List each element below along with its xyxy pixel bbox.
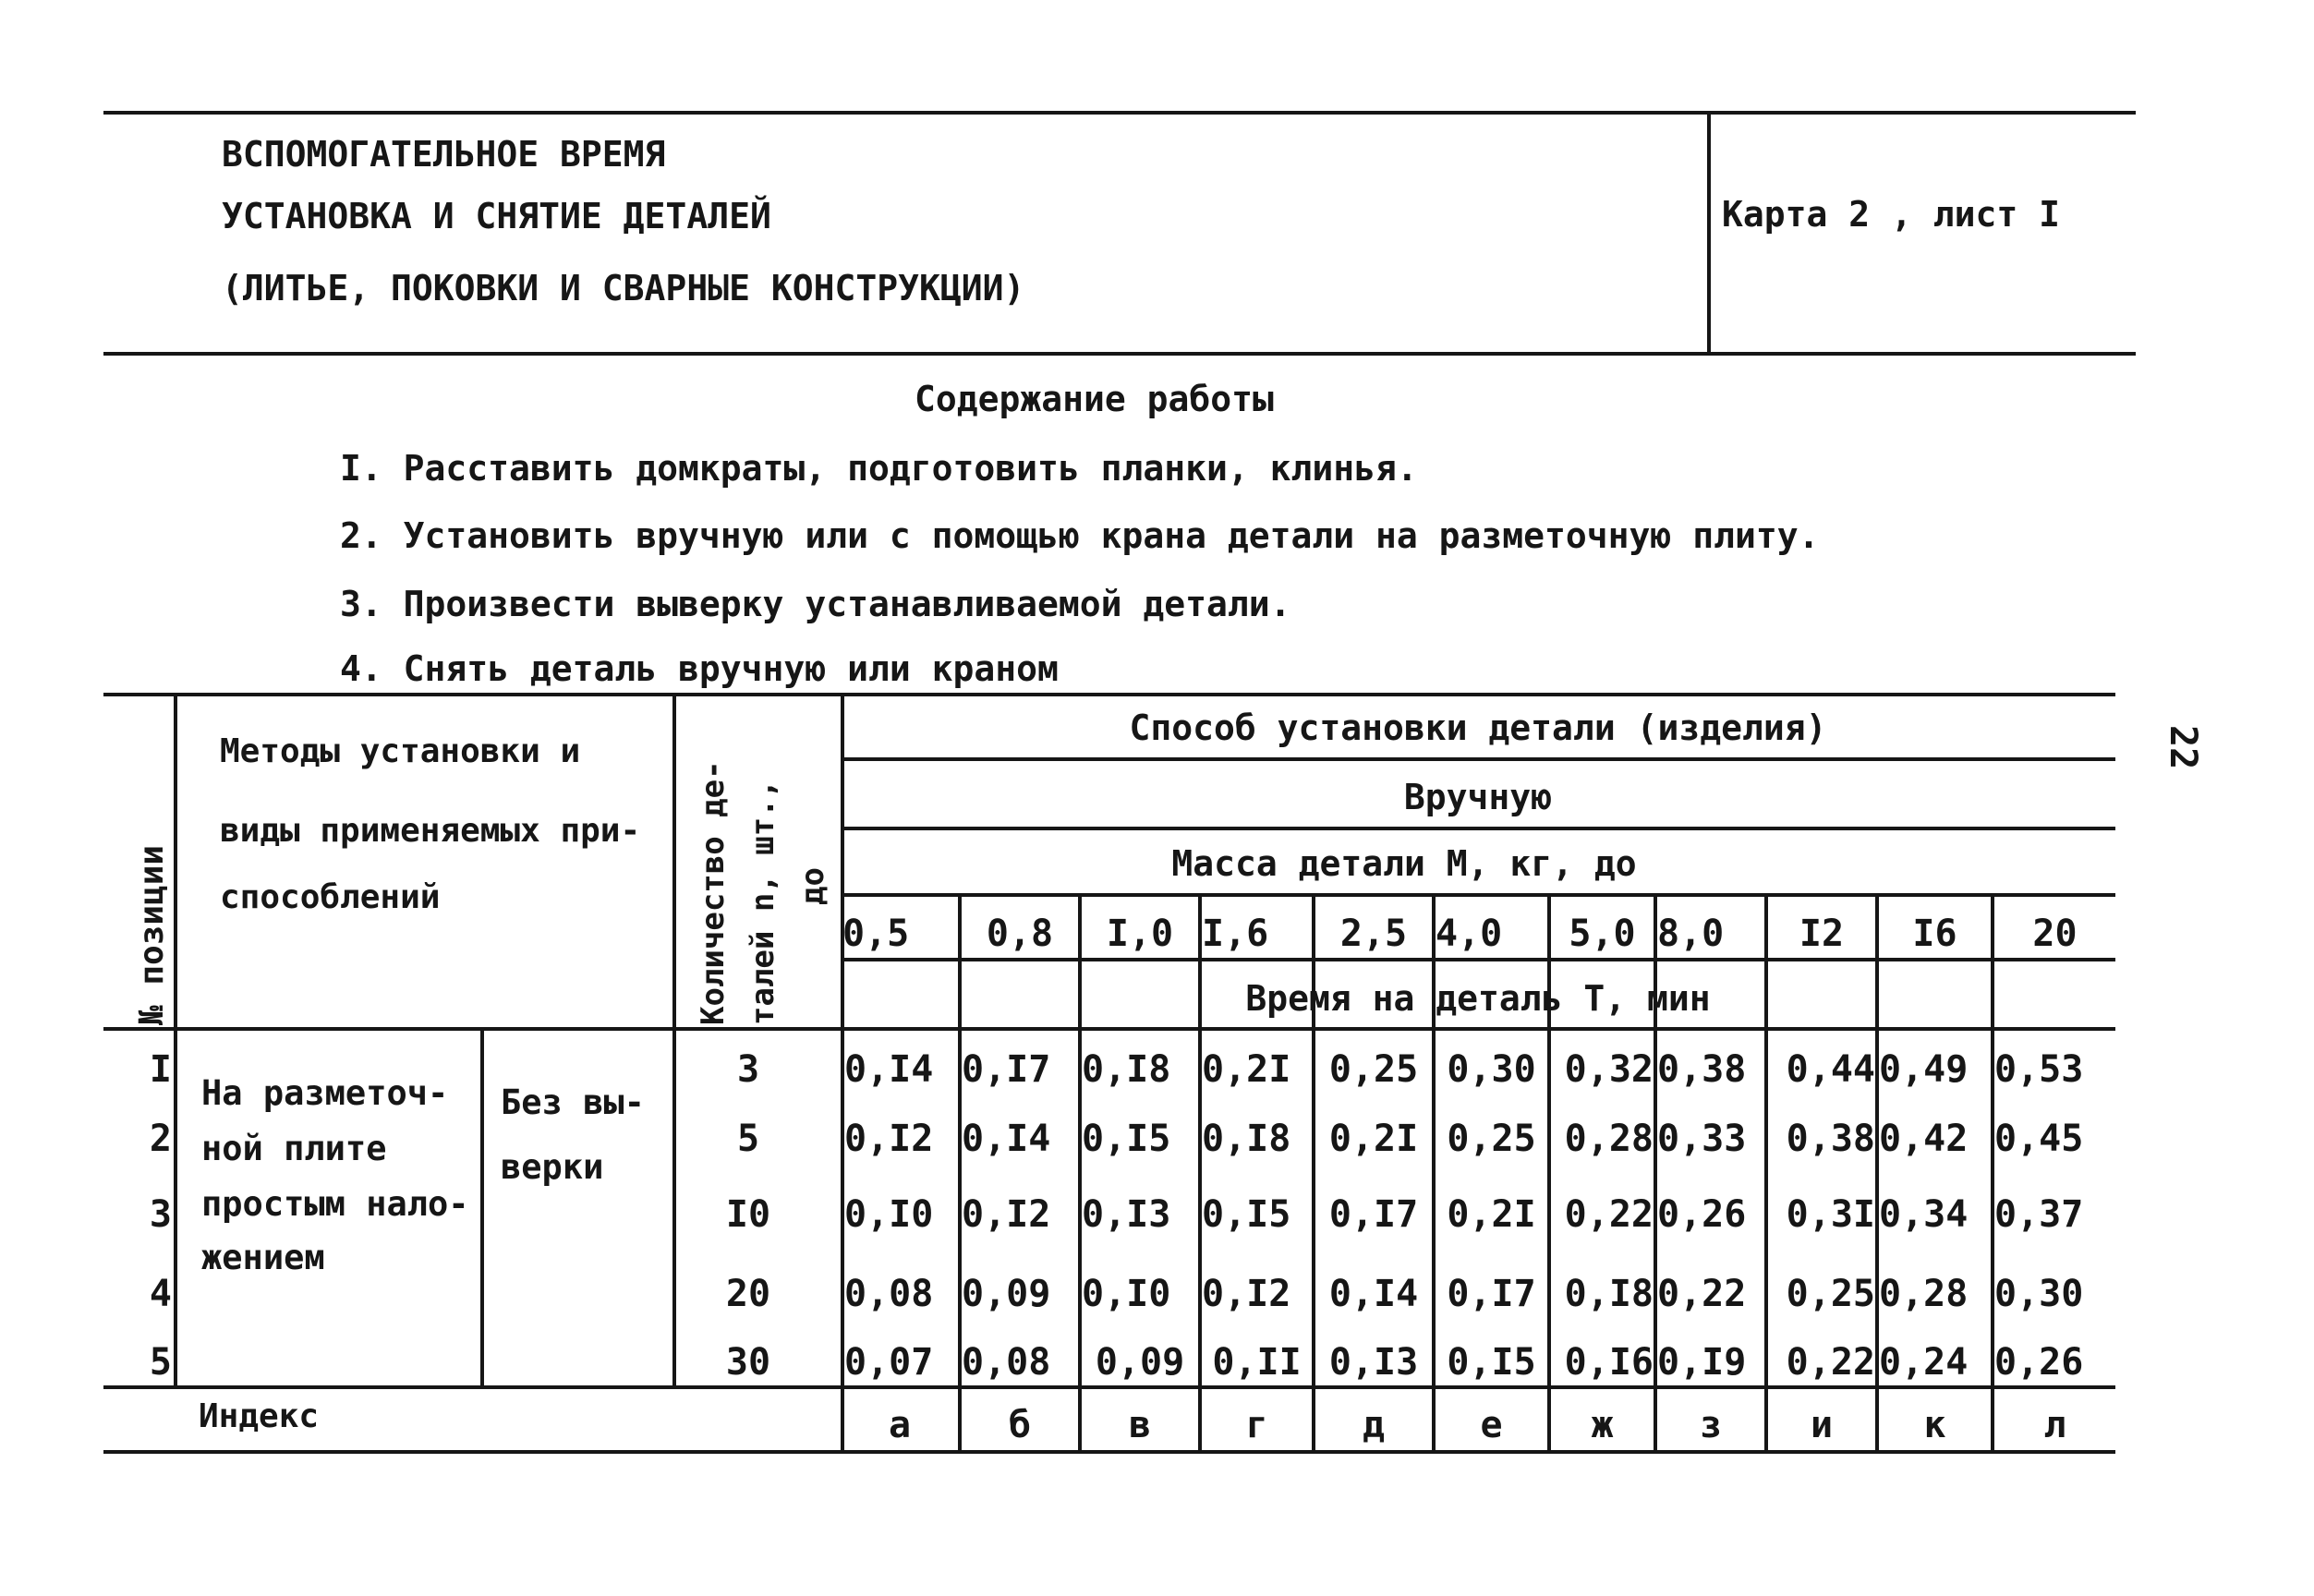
document-title-line2: УСТАНОВКА И СНЯТИЕ ДЕТАЛЕЙ	[222, 196, 771, 236]
time-value: 0,I6	[1564, 1341, 1654, 1384]
time-value: 0,49	[1879, 1048, 1969, 1091]
time-value: 0,I7	[1447, 1273, 1536, 1315]
time-value: 0,3I	[1786, 1193, 1875, 1236]
time-value: 0,26	[1657, 1193, 1747, 1236]
index-letter: и	[1810, 1404, 1834, 1446]
quantity-header-line3: до	[794, 867, 831, 905]
time-value: 0,37	[1994, 1193, 2084, 1236]
time-value: 0,38	[1657, 1048, 1747, 1091]
mass-value: I,0	[1106, 913, 1174, 955]
index-letter: з	[1699, 1404, 1723, 1446]
time-value: 0,I7	[1328, 1193, 1419, 1236]
methods-header-line3: способлений	[220, 878, 441, 916]
time-value: 0,25	[1328, 1048, 1419, 1091]
time-value: 0,2I	[1328, 1118, 1419, 1160]
method-header-rule	[841, 757, 2115, 761]
time-value: 0,I4	[1328, 1273, 1419, 1315]
time-value: 0,24	[1879, 1341, 1969, 1384]
mass-value: 0,5	[842, 913, 910, 955]
time-value: 0,I5	[1082, 1118, 1171, 1160]
index-letter: д	[1362, 1404, 1386, 1446]
time-value: 0,I2	[844, 1118, 934, 1160]
time-value: 0,28	[1564, 1118, 1654, 1160]
time-value: 0,42	[1879, 1118, 1969, 1160]
time-value: 0,22	[1564, 1193, 1654, 1236]
submethod-line2: верки	[501, 1147, 604, 1187]
time-value: 0,25	[1447, 1118, 1536, 1160]
row-position: 5	[149, 1341, 172, 1384]
mass-value: I,6	[1202, 913, 1269, 955]
header-divider	[1707, 111, 1711, 356]
index-letter: в	[1128, 1404, 1152, 1446]
mass-value: I6	[1912, 913, 1957, 955]
time-value: 0,I8	[1082, 1048, 1171, 1091]
header-body-rule	[103, 1027, 2115, 1031]
time-value: 0,30	[1447, 1048, 1536, 1091]
page-number: 22	[2162, 725, 2204, 770]
quantity-header-line2: талей n, шт.,	[745, 779, 781, 1025]
row-position: I	[149, 1048, 172, 1091]
time-value: 0,26	[1994, 1341, 2084, 1384]
document-title-line1: ВСПОМОГАТЕЛЬНОЕ ВРЕМЯ	[222, 134, 666, 175]
table-bottom-rule	[103, 1450, 2115, 1454]
mass-value: 4,0	[1436, 913, 1503, 955]
time-value: 0,30	[1994, 1273, 2084, 1315]
method-desc-line4: жением	[201, 1238, 325, 1277]
row-quantity: 3	[736, 1048, 760, 1091]
work-content-heading: Содержание работы	[915, 379, 1274, 419]
position-header: № позиции	[133, 844, 171, 1025]
time-value: 0,I3	[1328, 1341, 1419, 1384]
time-value: 0,32	[1564, 1048, 1654, 1091]
time-value: 0,08	[844, 1273, 934, 1315]
body-index-rule	[103, 1385, 2115, 1389]
work-step-1: I. Расставить домкраты, подготовить планки, клинья.	[340, 448, 1418, 489]
quantity-header-line1: Количество де-	[695, 760, 732, 1025]
time-value: 0,08	[962, 1341, 1051, 1384]
method-desc-line3: простым нало-	[201, 1184, 469, 1224]
time-value: 0,I9	[1657, 1341, 1747, 1384]
index-letter: г	[1245, 1404, 1268, 1446]
time-value: 0,I3	[1082, 1193, 1171, 1236]
index-letter: л	[2043, 1404, 2066, 1446]
index-letter: е	[1480, 1404, 1503, 1446]
header-bottom-rule	[103, 352, 2136, 356]
row-quantity: I0	[725, 1193, 771, 1236]
method-col-rule	[480, 1027, 484, 1387]
time-value: 0,45	[1994, 1118, 2084, 1160]
index-letter: а	[888, 1404, 912, 1446]
time-value: 0,I4	[844, 1048, 934, 1091]
manual-header-rule	[841, 827, 2115, 830]
time-value: 0,28	[1879, 1273, 1969, 1315]
time-value: 0,I0	[1082, 1273, 1171, 1315]
method-desc-line2: ной плите	[201, 1129, 387, 1168]
row-quantity: 30	[725, 1341, 771, 1384]
time-value: 0,53	[1994, 1048, 2084, 1091]
document-title-line3: (ЛИТЬЕ, ПОКОВКИ И СВАРНЫЕ КОНСТРУКЦИИ)	[222, 268, 1025, 308]
index-letter: к	[1923, 1404, 1946, 1446]
time-value: 0,09	[962, 1273, 1051, 1315]
pos-col-rule	[174, 693, 177, 1387]
mass-header: Масса детали М, кг, до	[1171, 843, 1637, 884]
time-value: 0,22	[1657, 1273, 1747, 1315]
time-value: 0,I0	[844, 1193, 934, 1236]
work-step-2: 2. Установить вручную или с помощью крана детали на разметочную плиту.	[340, 515, 1820, 556]
work-step-3: 3. Произвести выверку устанавливаемой детали.	[340, 584, 1291, 624]
mass-value: 20	[2032, 913, 2078, 955]
time-value: 0,I5	[1447, 1341, 1536, 1384]
time-value: 0,I5	[1202, 1193, 1291, 1236]
time-value: 0,I8	[1202, 1118, 1291, 1160]
time-header: Время на деталь Т, мин	[1245, 978, 1711, 1019]
index-label: Индекс	[199, 1397, 320, 1435]
time-value: 0,I2	[1202, 1273, 1291, 1315]
mass-value: 5,0	[1569, 913, 1636, 955]
time-value: 0,I2	[962, 1193, 1051, 1236]
row-position: 4	[149, 1273, 172, 1315]
time-value: 0,II	[1212, 1341, 1302, 1384]
time-value: 0,07	[844, 1341, 934, 1384]
table-top-rule	[103, 693, 2115, 696]
index-letter: б	[1008, 1404, 1032, 1446]
mass-value: 2,5	[1339, 913, 1408, 955]
methods-header-line1: Методы установки и	[220, 732, 581, 770]
mass-value: I2	[1799, 913, 1845, 955]
header-top-rule	[103, 111, 2136, 115]
mass-value: 0,8	[986, 913, 1054, 955]
time-value: 0,33	[1657, 1118, 1747, 1160]
time-value: 0,34	[1879, 1193, 1969, 1236]
method-desc-line1: На разметоч-	[201, 1073, 449, 1113]
card-sheet-label: Карта 2 , лист I	[1722, 194, 2061, 235]
qty-col-rule	[672, 693, 676, 1387]
time-value: 0,09	[1095, 1341, 1185, 1384]
time-value: 0,22	[1786, 1341, 1875, 1384]
time-value: 0,I4	[962, 1118, 1051, 1160]
row-position: 2	[149, 1118, 172, 1160]
time-value: 0,2I	[1447, 1193, 1536, 1236]
time-value: 0,I8	[1564, 1273, 1654, 1315]
mass-value: 8,0	[1657, 913, 1725, 955]
time-value: 0,38	[1786, 1118, 1875, 1160]
mass-header-rule	[841, 893, 2115, 897]
methods-header-line2: виды применяемых при-	[220, 812, 641, 850]
submethod-line1: Без вы-	[501, 1082, 645, 1122]
manual-header: Вручную	[1403, 777, 1553, 817]
row-position: 3	[149, 1193, 172, 1236]
mass-values-rule	[841, 958, 2115, 961]
time-value: 0,25	[1786, 1273, 1875, 1315]
row-quantity: 5	[736, 1118, 760, 1160]
index-letter: ж	[1591, 1404, 1614, 1446]
work-step-4: 4. Снять деталь вручную или краном	[340, 648, 1059, 689]
time-value: 0,2I	[1202, 1048, 1291, 1091]
time-value: 0,I7	[962, 1048, 1051, 1091]
time-value: 0,44	[1786, 1048, 1875, 1091]
method-header: Способ установки детали (изделия)	[1129, 707, 1827, 748]
row-quantity: 20	[725, 1273, 771, 1315]
